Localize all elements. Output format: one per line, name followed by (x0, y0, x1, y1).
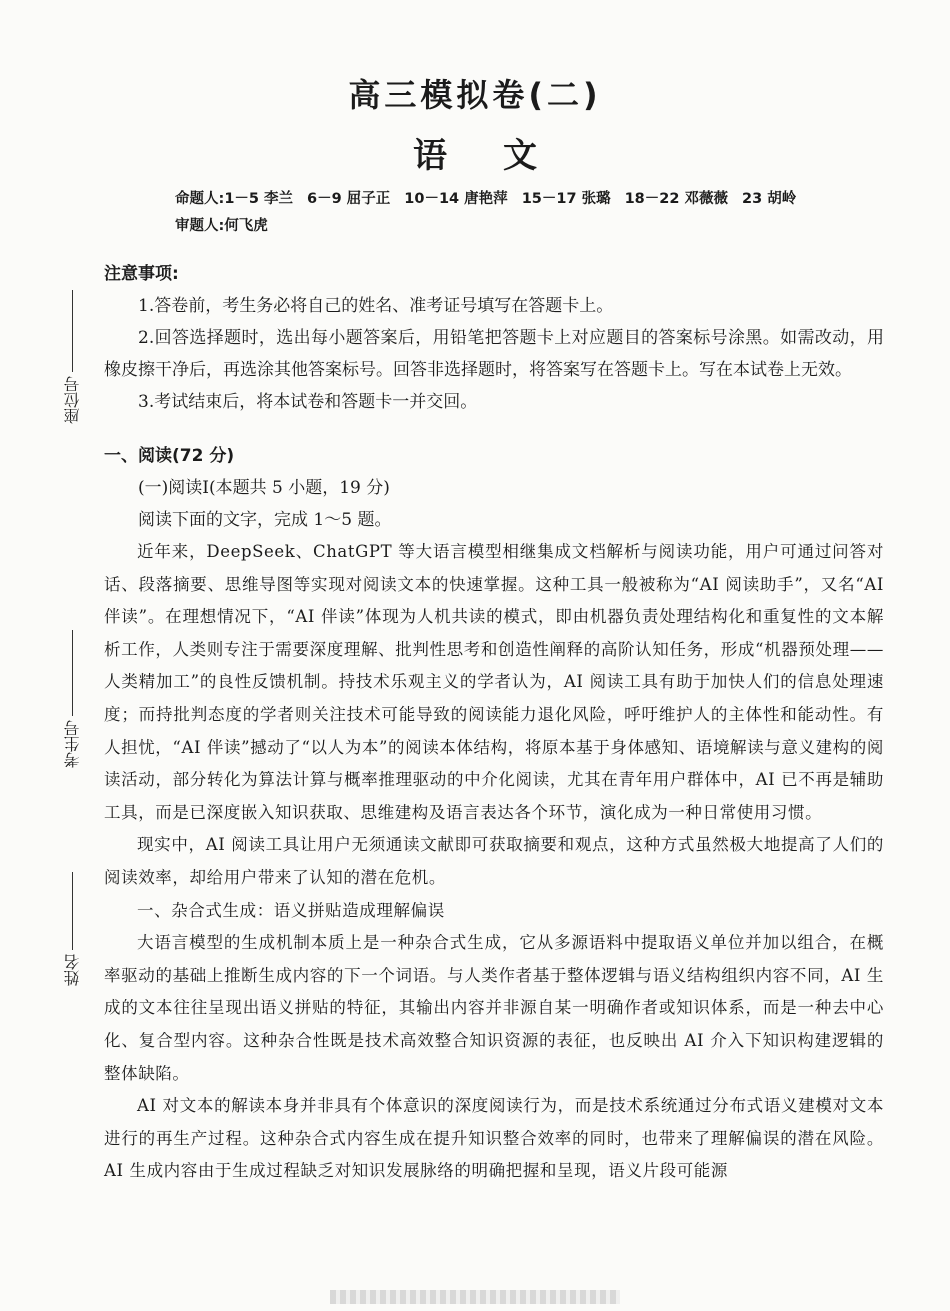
author-group: 1－5 李兰 (224, 191, 294, 207)
notice-item: 2.回答选择题时，选出每小题答案后，用铅笔把答题卡上对应题目的答案标号涂黑。如需改动，用橡皮擦干净后，再选涂其他答案标号。回答非选择题时，将答案写在答题卡上。写在本试卷上无效。 (104, 328, 884, 380)
reading-passage (104, 536, 884, 1188)
passage-paragraph: AI 对文本的解读本身并非具有个体意识的深度阅读行为，而是技术系统通过分布式语义建模对文本进行的再生产过程。这种杂合式内容生成在提升知识整合效率的同时，也带来了理解偏误的潜在风险。AI 生成内容由于生成过程缺乏对知识发展脉络的明确把握和呈现，语义片段可能源 (104, 1096, 884, 1181)
name-field (60, 872, 84, 986)
spacer (104, 418, 884, 440)
page-title: 高三模拟卷(二) (348, 76, 602, 114)
name-label: 姓名 (62, 954, 82, 986)
author-group: 18－22 邓薇薇 (624, 191, 728, 207)
seat-number-underline (72, 290, 73, 372)
seat-number-label: 座位号 (62, 376, 82, 424)
seat-number-field (60, 290, 84, 424)
exam-number-underline (72, 630, 73, 716)
authors-block (175, 186, 810, 240)
subject-title (0, 128, 950, 177)
passage-paragraph: 现实中，AI 阅读工具让用户无须通读文献即可获取摘要和观点，这种方式虽然极大地提高了人们的阅读效率，却给用户带来了认知的潜在危机。 (104, 835, 884, 887)
exam-content (104, 258, 884, 1188)
passage-paragraph: 近年来，DeepSeek、ChatGPT 等大语言模型相继集成文档解析与阅读功能，用户可通过问答对话、段落摘要、思维导图等实现对阅读文本的快速掌握。这种工具一般被称为“AI 阅读助手”，又名“AI 伴读”。在理想情况下，“AI 伴读”体现为人机共读的模式，即由机器负责处理结构化和重复性的文本解析工作，人类则专注于需要深度理解、批判性思考和创造性阐释的高阶认知任务，形成“机器预处理——人类精加工”的良性反馈机制。持技术乐观主义的学者认为，AI 阅读工具有助于加快人们的信息处理速度；而持批判态度的学者则关注技术可能导致的阅读能力退化风险，呼吁维护人的主体性和能动性。有人担忧，“AI 伴读”撼动了“以人为本”的阅读本体结构，将原本基于身体感知、语境解读与意义建构的阅读活动，部分转化为算法计算与概率推理驱动的中介化阅读，尤其在青年用户群体中，AI 已不再是辅助工具，而是已深度嵌入知识获取、思维建构及语言表达各个环节，演化成为一种日常使用习惯。 (104, 542, 884, 822)
passage-paragraph: 大语言模型的生成机制本质上是一种杂合式生成，它从多源语料中提取语义单位并加以组合，在概率驱动的基础上推断生成内容的下一个词语。与人类作者基于整体逻辑与语义结构组织内容不同，AI 生成的文本往往呈现出语义拼贴的特征，其输出内容并非源自某一明确作者或知识体系，而是一种去中心化、复合型内容。这种杂合性既是技术高效整合知识资源的表征，也反映出 AI 介入下知识构建逻辑的整体缺陷。 (104, 933, 884, 1083)
notice-heading: 注意事项: (104, 264, 179, 284)
reviewer-line: 审题人:何飞虎 (175, 218, 268, 234)
author-group: 15－17 张璐 (521, 191, 611, 207)
notice-item: 1.答卷前，考生务必将自己的姓名、准考证号填写在答题卡上。 (138, 296, 614, 316)
author-group: 23 胡岭 (742, 191, 797, 207)
author-group: 6－9 屈子正 (307, 191, 391, 207)
subject-char-2: 文 (503, 136, 537, 176)
exam-number-field (60, 630, 84, 768)
passage-subheading: 一、杂合式生成：语义拼贴造成理解偏误 (137, 900, 445, 920)
name-underline (72, 872, 73, 950)
page-footer-blurred (330, 1290, 620, 1304)
exam-number-label: 考生号 (62, 720, 82, 768)
authors-line (175, 186, 810, 213)
notice-item: 3.考试结束后，将本试卷和答题卡一并交回。 (138, 392, 478, 412)
authors-label: 命题人: (175, 191, 225, 207)
sub-heading: (一)阅读Ⅰ(本题共 5 小题，19 分) (138, 478, 390, 498)
section-heading: 一、阅读(72 分) (104, 446, 235, 466)
author-group: 10－14 唐艳萍 (404, 191, 508, 207)
instruction: 阅读下面的文字，完成 1～5 题。 (138, 510, 392, 530)
subject-char-1: 语 (413, 136, 447, 176)
